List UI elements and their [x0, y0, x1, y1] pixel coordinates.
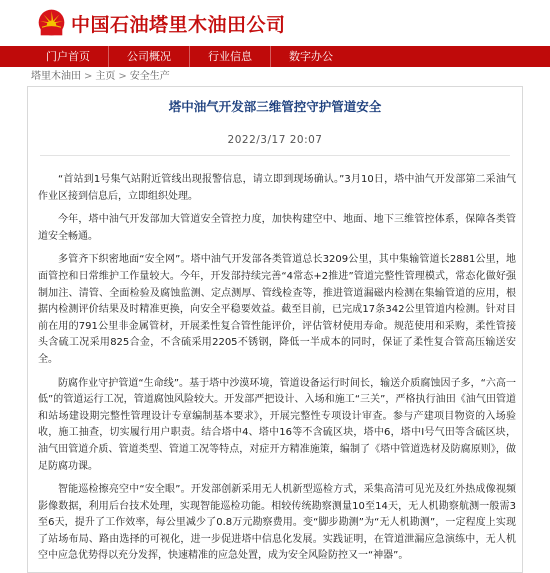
breadcrumb-separator: > — [118, 71, 127, 82]
breadcrumb-item-home[interactable]: 主页 — [95, 71, 116, 82]
breadcrumb-item-safety-production[interactable]: 安全生产 — [129, 71, 170, 82]
article-body — [28, 156, 522, 565]
article-paragraph: 防腐作业守护管道“生命线”。基于塔中沙漠环境，管道设备运行时间长，输送介质腐蚀因子多，“六高一低”的管道运行工况，管道腐蚀风险较大。开发部严把设计、入场和施工“三关”，严格执行油田《油气田管道和站场建设期完整性管理设计专章编制基本要求》，开展完整性专项设计审查。参与产建项目物资的入场验收，施工抽查，切实履行用户职责。结合塔中4、塔中16等不含硫区块，塔中6，塔中Ⅰ号气田等含硫区块，油气田管道介质、管道类型、管道工况等特点，对症开方精准施策，编制了《塔中管道选材及防腐原则》，做足防腐功课。 — [38, 377, 516, 472]
article-paragraph: 今年，塔中油气开发部加大管道安全管控力度，加快构建空中、地面、地下三维管控体系，保障各类管道安全畅通。 — [38, 214, 516, 242]
nav-item-digital-office[interactable]: 数字办公 — [289, 50, 333, 63]
article-paragraph: “首站到1号集气站附近管线出现报警信息，请立即到现场确认。”3月10日，塔中油气开发部第二采油气作业区接到信息后，立即组织处理。 — [38, 174, 516, 202]
article-title: 塔中油气开发部三维管控守护管道安全 — [168, 99, 382, 114]
nav-item-industry-info[interactable]: 行业信息 — [190, 46, 271, 67]
nav-item-home[interactable]: 门户首页 — [28, 46, 109, 67]
article-paragraph: 智能巡检擦亮空中“安全眼”。开发部创新采用无人机新型巡检方式，采集高清可见光及红外热成像视频影像数据，利用后台技术处理，实现智能巡检功能。相较传统勘察测量10至14天，无人机勘察航测一般需3至6天，提升了工作效率，每公里减少了0.8万元勘察费用。变“脚步勘测”为“无人机勘测”，一定程度上实现了站场布局、路由选择的可视化，进一步促进塔中信息化发展。实践证明，在管道泄漏应急演练中，无人机空中应急优势得以充分发挥，快速精准的应急处置，成为安全风险防控又一“神器”。 — [38, 484, 516, 562]
site-header — [0, 0, 550, 46]
nav-item-company-overview[interactable]: 公司概况 — [109, 46, 190, 67]
breadcrumb-item-tarim-oilfield[interactable]: 塔里木油田 — [31, 71, 81, 82]
breadcrumb-separator: > — [84, 71, 93, 82]
breadcrumb — [31, 70, 170, 84]
article-paragraph: 多管齐下织密地面“安全网”。塔中油气开发部各类管道总长3209公里，其中集输管道长2881公里，地面管控和日常维护工作量较大。今年，开发部持续完善“4常态+2推进”管道完整性管理模式，常态化做好强制加注、清管、全面检验及腐蚀监测、定点测厚、管线检查等，推进管道漏磁内检测在集输管道的应用，根据内检测评价结果及时精准更换，向安全平稳要效益。截至目前，已完成17条342公里管道内检测。针对目前在用的791公里非金属管材，开展柔性复合管性能评价，评估管材使用寿命。规范使用和采购，柔性管接头含硫工况采用825合金，不含硫采用2205不锈钢，降低一半成本的同时，保证了柔性复合管高压输送安全。 — [38, 254, 516, 365]
petrochina-logo-icon[interactable] — [38, 9, 65, 36]
article-date: 2022/3/17 20:07 — [227, 134, 323, 146]
main-nav — [0, 46, 550, 67]
company-name: 中国石油塔里木油田公司 — [71, 14, 286, 36]
article-panel — [27, 86, 523, 573]
